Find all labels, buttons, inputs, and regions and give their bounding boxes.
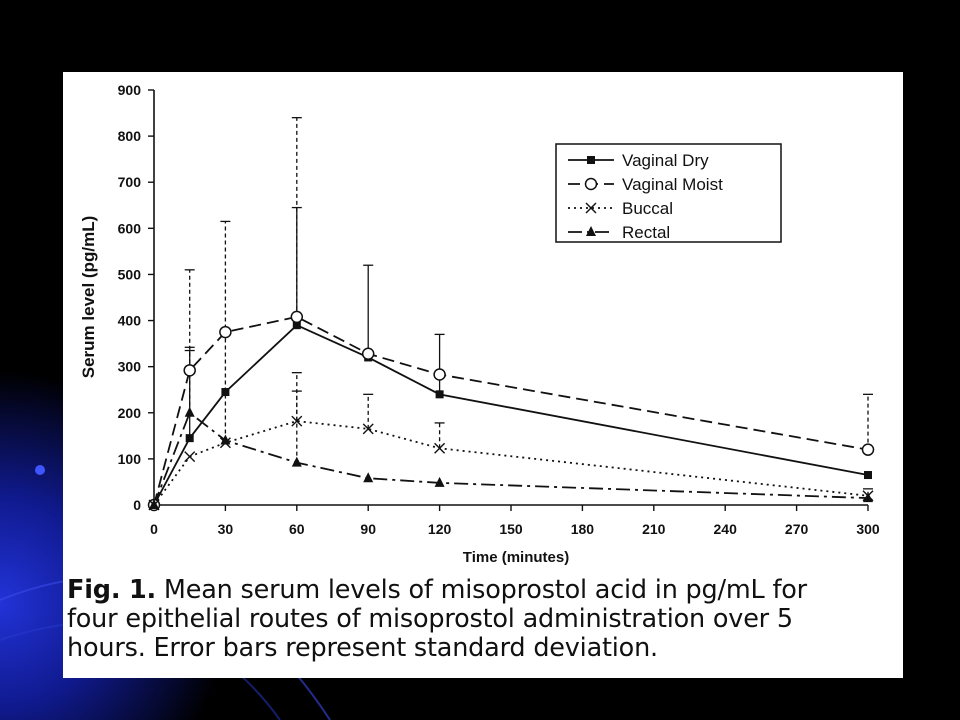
vaginal-moist-point	[291, 311, 302, 322]
caption-line-2: four epithelial routes of misoprostol administration over 5	[67, 604, 793, 634]
legend-label-buccal: Buccal	[622, 199, 674, 218]
vaginal-moist-line	[154, 317, 868, 505]
legend-label-rectal: Rectal	[622, 223, 671, 242]
line-chart	[63, 72, 903, 572]
x-tick-label: 180	[570, 521, 595, 537]
y-axis-label: Serum level (pg/mL)	[79, 215, 98, 379]
x-tick-label: 90	[360, 521, 376, 537]
vaginal-moist-point	[434, 369, 445, 380]
vaginal-moist-point	[220, 327, 231, 338]
legend-marker-vaginal-dry	[587, 156, 595, 164]
chart-legend	[556, 144, 781, 242]
x-tick-label: 270	[784, 521, 809, 537]
figure-caption	[67, 576, 899, 663]
vaginal-dry-point	[221, 388, 229, 396]
x-tick-label: 30	[217, 521, 234, 537]
legend-label-vaginal-dry: Vaginal Dry	[622, 151, 709, 170]
rectal-point	[185, 407, 195, 417]
y-tick-label: 900	[117, 82, 141, 98]
rectal-point	[292, 457, 302, 467]
vaginal-moist-point	[363, 348, 374, 359]
buccal-point	[185, 452, 195, 462]
y-tick-label: 700	[117, 174, 141, 191]
x-tick-label: 120	[427, 521, 452, 537]
y-tick-label: 600	[117, 220, 141, 237]
x-axis-label: Time (minutes)	[462, 549, 570, 566]
caption-label: Fig. 1.	[67, 575, 157, 605]
rectal-line	[154, 413, 868, 505]
vaginal-dry-point	[436, 390, 444, 398]
y-tick-label: 100	[117, 450, 141, 467]
y-tick-label: 400	[117, 312, 141, 329]
vaginal-moist-point	[863, 444, 874, 455]
x-tick-label: 240	[713, 521, 737, 537]
x-tick-label: 0	[150, 521, 158, 537]
caption-line-1-text: Mean serum levels of misoprostol acid in pg/mL for	[156, 575, 807, 605]
y-tick-label: 500	[117, 266, 141, 283]
series-markers	[149, 311, 874, 510]
x-tick-label: 150	[499, 521, 523, 537]
vaginal-dry-line	[154, 325, 868, 505]
y-tick-label: 200	[117, 404, 141, 421]
y-tick-label: 300	[117, 358, 141, 375]
figure-panel	[63, 72, 903, 678]
rectal-point	[363, 472, 373, 482]
x-tick-label: 60	[289, 521, 305, 537]
legend-marker-vaginal-moist	[586, 179, 597, 190]
x-tick-label: 300	[856, 521, 880, 537]
caption-line-3: hours. Error bars represent standard deviation.	[67, 633, 658, 663]
vaginal-moist-point	[184, 365, 195, 376]
y-tick-label: 800	[117, 128, 141, 145]
legend-label-vaginal-moist: Vaginal Moist	[622, 175, 723, 194]
buccal-line	[154, 421, 868, 505]
vaginal-dry-point	[186, 434, 194, 442]
x-tick-label: 210	[642, 521, 666, 537]
series-lines	[154, 317, 868, 505]
y-tick-label: 0	[133, 497, 141, 513]
caption-line-1	[67, 576, 899, 605]
vaginal-dry-point	[864, 471, 872, 479]
